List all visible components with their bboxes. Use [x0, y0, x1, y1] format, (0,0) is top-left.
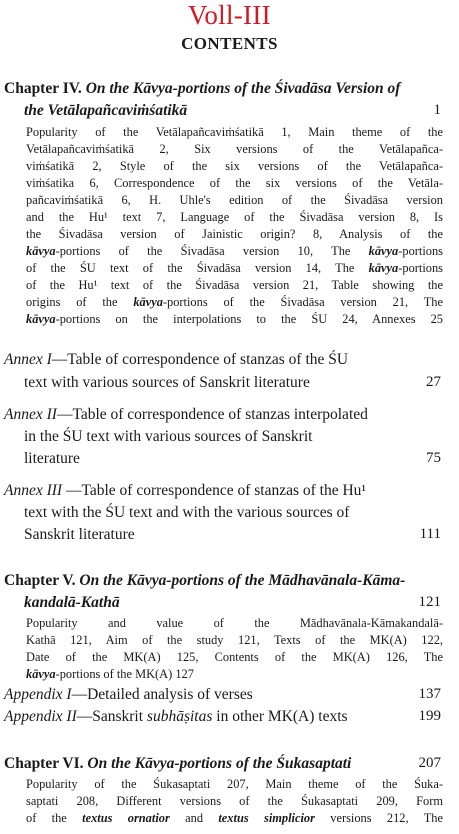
text-fragment: kāvya: [133, 295, 163, 309]
chapter-4-label: Chapter IV.: [4, 80, 82, 97]
annex-2-line-2: in the ŚU text with various sources of Sanskrit: [24, 428, 313, 445]
text-fragment: viṁśatikā 2, Style of the six versions of the Vetālapañca-: [26, 159, 443, 173]
text-fragment: kāvya: [26, 312, 56, 326]
text-fragment: Vetālapañcaviṁśatikā 2, Six versions of the Vetālapañca-: [26, 142, 443, 156]
text-fragment: pañcaviṁśatikā 6, H. Uhle's edition of the Śivadāsa version: [26, 193, 443, 207]
chapter-5-body-line: [26, 666, 443, 683]
text-fragment: kāvya: [368, 261, 399, 275]
chapter-5-body-line: [26, 649, 443, 666]
chapter-4-body-line: [26, 192, 443, 209]
chapter-4-body-line: [26, 260, 443, 277]
chapter-5-title-line-2: [24, 592, 120, 613]
annex-1-line-2: text with various sources of Sanskrit literature: [24, 374, 310, 391]
chapter-4-body-line: [26, 243, 443, 260]
chapter-5-title-line-1: [4, 570, 405, 591]
appendix-2-page: 199: [418, 708, 441, 724]
chapter-4-body-line: [26, 311, 443, 328]
chapter-5-title-2: kandalā-Kathā: [24, 594, 120, 611]
annex-3-page: 111: [419, 526, 441, 542]
text-fragment: of the ŚU text of the Śivadāsa version 14, The: [26, 261, 369, 275]
annex-2-line-1: Annex II—Table of correspondence of stanzas interpolated: [4, 406, 368, 423]
chapter-4-body-line: [26, 226, 443, 243]
annex-2-line-3: literature: [24, 450, 80, 467]
text-fragment: textus ornatior: [82, 811, 170, 825]
chapter-5-label: Chapter V.: [4, 572, 76, 589]
text-fragment: Popularity of the Śukasaptati 207, Main theme of the Śuka-: [26, 777, 443, 791]
annex-1-line-1: Annex I—Table of correspondence of stanzas of the ŚU: [4, 351, 349, 368]
chapter-4-title-line-1: [4, 78, 400, 99]
text-fragment: saptati 208, Different versions of the Śukasaptati 209, Form: [26, 794, 443, 808]
text-fragment: kāvya: [26, 667, 56, 681]
volume-heading: Voll-III: [188, 0, 271, 30]
text-fragment: kāvya: [368, 244, 399, 258]
text-fragment: -portions of the Śivadāsa version 21, The: [162, 295, 444, 309]
chapter-4-title-line-2: [24, 100, 187, 121]
annex-3-line-1: Annex III —Table of correspondence of stanzas of the Hu¹: [4, 482, 367, 499]
appendix-2-label: Appendix II: [4, 708, 77, 725]
chapter-4-title-1: On the Kāvya-portions of the Śivadāsa Version of: [85, 80, 401, 97]
chapter-6-body-line: [26, 793, 443, 810]
text-fragment: textus simplicior: [218, 811, 315, 825]
text-fragment: of the: [26, 811, 83, 825]
appendix-2-line: Appendix II—Sanskrit subhāṣitas in other MK(A) texts: [4, 708, 348, 725]
chapter-6-body-line: [26, 776, 443, 793]
text-fragment: Popularity and value of the Mādhavānala-Kāmakandalā-: [26, 616, 443, 630]
chapter-6-title-line: [4, 753, 351, 774]
appendix-1-label: Appendix I: [4, 686, 72, 703]
chapter-6-body-line: [26, 810, 443, 827]
text-fragment: -portions: [398, 261, 443, 275]
annex-3-line-3: Sanskrit literature: [24, 526, 135, 543]
annex-3-line-2: text with the ŚU text and with the various sources of: [24, 504, 350, 521]
text-fragment: kāvya: [26, 244, 56, 258]
appendix-1-page: 137: [418, 686, 441, 702]
chapter-4-body-line: [26, 209, 443, 226]
text-fragment: and: [169, 811, 219, 825]
text-fragment: Kathā 121, Aim of the study 121, Texts of the MK(A) 122,: [26, 633, 443, 647]
chapter-4-body-line: [26, 277, 443, 294]
chapter-5-page: 121: [418, 594, 441, 610]
chapter-5-body-line: [26, 615, 443, 632]
text-fragment: -portions on the interpolations to the ŚU 24, Annexes 25: [55, 312, 443, 326]
chapter-4-title-2: the Vetālapañcaviṁśatikā: [24, 102, 188, 119]
text-fragment: origins of the: [26, 295, 134, 309]
text-fragment: and the Hu¹ text 7, Language of the Śivadāsa version 8, Is: [26, 210, 443, 224]
chapter-4-body-line: [26, 124, 443, 141]
text-fragment: -portions: [398, 244, 443, 258]
chapter-4-body-line: [26, 141, 443, 158]
text-fragment: Popularity of the Vetālapañcaviṁśatikā 1, Main theme of the: [26, 125, 443, 139]
chapter-6-page: 207: [418, 755, 441, 771]
contents-heading: CONTENTS: [181, 34, 278, 53]
chapter-4-body-line: [26, 175, 443, 192]
text-fragment: versions 212, The: [314, 811, 443, 825]
appendix-1-line: Appendix I—Detailed analysis of verses: [4, 686, 253, 703]
chapter-5-title-1: On the Kāvya-portions of the Mādhavānala-Kāma-: [79, 572, 406, 589]
annex-3-label: Annex III: [4, 482, 63, 499]
chapter-6-label: Chapter VI.: [4, 755, 84, 772]
annex-1-label: Annex I: [4, 351, 52, 368]
annex-2-page: 75: [426, 450, 441, 466]
text-fragment: viṁśatika 6, Correspondence of the six versions of the Vetāla-: [26, 176, 443, 190]
text-fragment: -portions of the MK(A) 127: [55, 667, 194, 681]
text-fragment: the Śivadāsa version of Jainistic origin? 8, Analysis of the: [26, 227, 443, 241]
chapter-4-body-line: [26, 158, 443, 175]
text-fragment: of the Hu¹ text of the Śivadāsa version 21, Table showing the: [26, 278, 443, 292]
annex-1-page: 27: [426, 374, 441, 390]
chapter-4-page: 1: [433, 102, 441, 118]
chapter-4-body-line: [26, 294, 443, 311]
chapter-5-body-line: [26, 632, 443, 649]
annex-2-label: Annex II: [4, 406, 57, 423]
chapter-6-title: On the Kāvya-portions of the Śukasaptati: [87, 755, 352, 772]
text-fragment: Date of the MK(A) 125, Contents of the MK(A) 126, The: [26, 650, 443, 664]
text-fragment: -portions of the Śivadāsa version 10, The: [55, 244, 369, 258]
